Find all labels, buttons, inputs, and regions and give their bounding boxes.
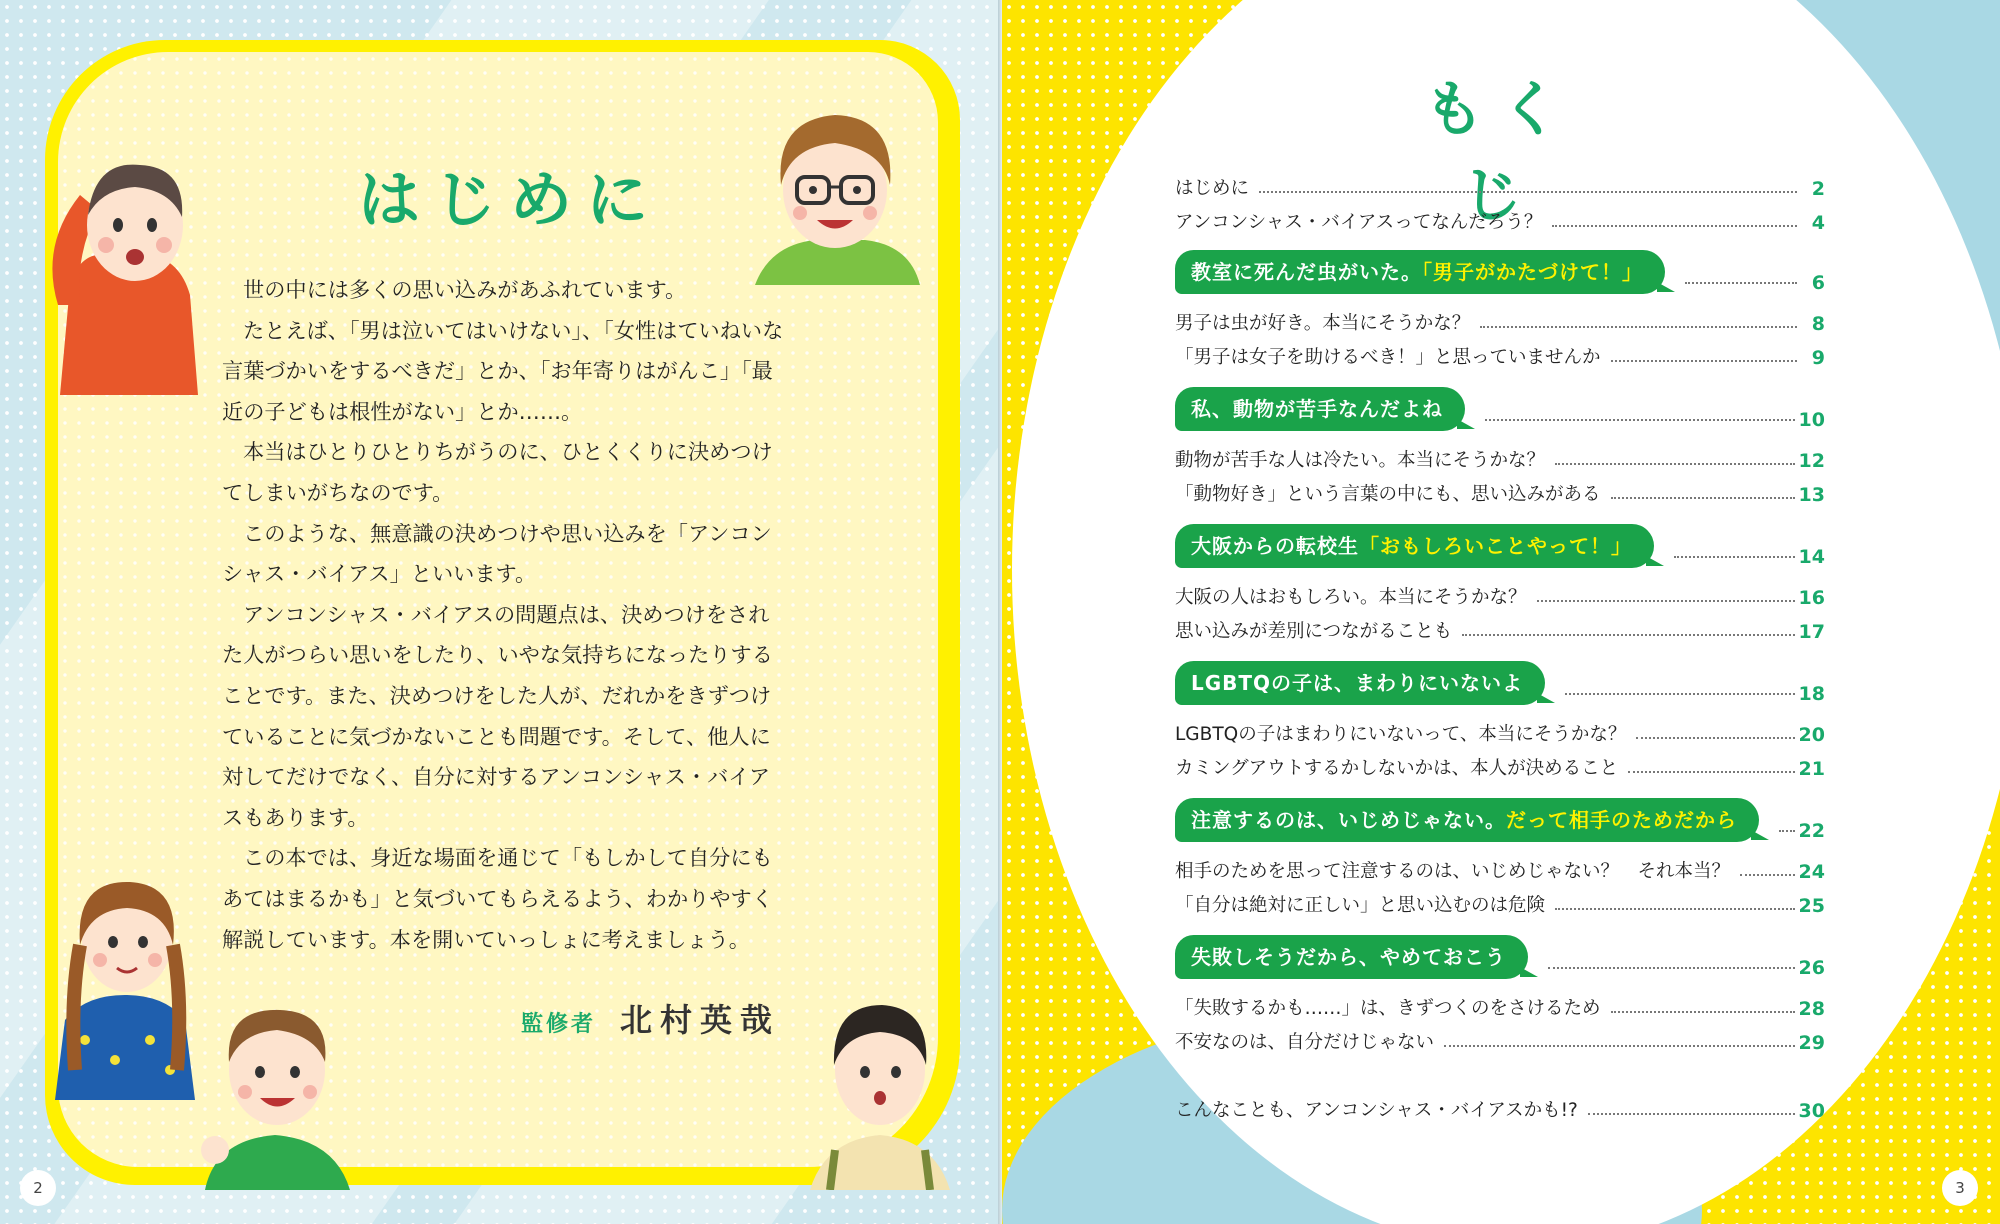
dot-leader — [1537, 600, 1795, 602]
toc-entry[interactable] — [1175, 476, 1825, 506]
toc-entry-title: 「男子は女子を助けるべき！」と思っていませんか — [1175, 347, 1601, 368]
chapter-banner — [1175, 387, 1465, 431]
dot-leader — [1555, 463, 1795, 465]
toc-page-number: 28 — [1798, 998, 1825, 1020]
toc-entry[interactable] — [1175, 339, 1825, 369]
toc-chapter[interactable] — [1175, 935, 1825, 979]
dot-leader — [1555, 908, 1795, 910]
toc-entry[interactable] — [1175, 204, 1825, 234]
toc-page-number: 21 — [1798, 758, 1825, 780]
toc-page-number: 2 — [1811, 178, 1825, 200]
toc-entry[interactable] — [1175, 305, 1825, 335]
toc-chapter[interactable] — [1175, 661, 1825, 705]
toc-entry[interactable] — [1175, 853, 1825, 883]
chapter-title: LGBTQの子は、まわりにいないよ — [1191, 671, 1524, 695]
toc-page-number: 18 — [1798, 683, 1825, 705]
toc-page-number: 17 — [1798, 621, 1825, 643]
intro-paragraph: たとえば、「男は泣いてはいけない」、「女性はていねいな言葉づかいをするべきだ」とか、「お年寄りはがんこ」「最近の子どもは根性がない」とか……。 — [222, 317, 784, 424]
dot-leader — [1611, 497, 1795, 499]
intro-paragraph: 世の中には多くの思い込みがあふれています。 — [243, 277, 687, 302]
chapter-banner — [1175, 524, 1654, 568]
toc-entry-title: 相手のためを思って注意するのは、いじめじゃない？ それ本当？ — [1175, 861, 1731, 882]
page-number-right: 3 — [1942, 1170, 1978, 1206]
dot-leader — [1565, 693, 1794, 695]
toc-entry[interactable] — [1175, 716, 1825, 746]
intro-paragraph: この本では、身近な場面を通じて「もしかして自分にもあてはまるかも」と気づいてもらえるよう、わかりやすく解説しています。本を開いていっしょに考えましょう。 — [222, 845, 773, 952]
toc-entry-title: 「失敗するかも……」は、きずつくのをさけるため — [1175, 998, 1601, 1019]
toc-page-number: 30 — [1798, 1100, 1825, 1122]
toc-entry-title: 不安なのは、自分だけじゃない — [1175, 1032, 1435, 1053]
dot-leader — [1628, 771, 1794, 773]
dot-leader — [1548, 967, 1795, 969]
intro-paragraph: このような、無意識の決めつけや思い込みを「アンコンシャス・バイアス」といいます。 — [222, 520, 772, 587]
toc-entry-title: こんなことも、アンコンシャス・バイアスかも!? — [1175, 1100, 1578, 1121]
toc-page-number: 25 — [1798, 895, 1825, 917]
toc-page-number: 16 — [1798, 587, 1825, 609]
toc-entry-title: 「自分は絶対に正しい」と思い込むのは危険 — [1175, 895, 1546, 916]
chapter-title: 教室に死んだ虫がいた。 — [1191, 260, 1422, 284]
boy-surprised-illustration — [810, 990, 950, 1190]
toc-page-number: 14 — [1798, 546, 1825, 568]
dot-leader — [1552, 225, 1797, 227]
chapter-title: 私、動物が苦手なんだよね — [1191, 397, 1443, 421]
toc-chapter[interactable] — [1175, 798, 1825, 842]
dot-leader — [1611, 360, 1797, 362]
toc-entry[interactable] — [1175, 750, 1825, 780]
toc-chapter[interactable] — [1175, 524, 1825, 568]
toc-page-number: 13 — [1798, 484, 1825, 506]
page-title: はじめに — [357, 163, 662, 236]
supervisor-label: 監修者 — [520, 1012, 596, 1037]
toc-entry-title: カミングアウトするかしないかは、本人が決めること — [1175, 758, 1619, 779]
toc-page-number: 6 — [1811, 272, 1825, 294]
dot-leader — [1685, 282, 1797, 284]
toc-entry[interactable] — [1175, 613, 1825, 643]
dot-leader — [1485, 419, 1795, 421]
toc-page-number: 29 — [1798, 1032, 1825, 1054]
toc-entry-title: はじめに — [1175, 178, 1250, 199]
intro-paragraph: 本当はひとりひとりちがうのに、ひとくくりに決めつけてしまいがちなのです。 — [222, 439, 773, 505]
toc-entry-title: 思い込みが差別につながることも — [1175, 621, 1453, 642]
dot-leader — [1779, 830, 1795, 832]
dot-leader — [1259, 191, 1797, 193]
dot-leader — [1588, 1113, 1795, 1115]
boy-cheering-illustration — [195, 1000, 355, 1190]
toc-entry-title: LGBTQの子はまわりにいないって、本当にそうかな？ — [1175, 724, 1627, 745]
toc-page-number: 22 — [1798, 820, 1825, 842]
toc-entry-title: 「動物好き」という言葉の中にも、思い込みがある — [1175, 484, 1601, 505]
toc-entry[interactable] — [1175, 990, 1825, 1020]
dot-leader — [1740, 874, 1795, 876]
chapter-banner — [1175, 250, 1665, 294]
toc-entry[interactable] — [1175, 170, 1825, 200]
chapter-title: 注意するのは、いじめじゃない。 — [1191, 808, 1506, 832]
page-number-left: 2 — [20, 1170, 56, 1206]
chapter-banner — [1175, 798, 1759, 842]
toc-entry-title: 男子は虫が好き。本当にそうかな？ — [1175, 313, 1471, 334]
dot-leader — [1611, 1011, 1795, 1013]
boy-with-glasses-illustration — [745, 95, 925, 285]
chapter-banner — [1175, 935, 1528, 979]
toc-page-number: 12 — [1798, 450, 1825, 472]
toc-page-number: 24 — [1798, 861, 1825, 883]
dot-leader — [1480, 326, 1797, 328]
intro-paragraph: アンコンシャス・バイアスの問題点は、決めつけをされた人がつらい思いをしたり、いやな気持ちになったりすることです。また、決めつけをした人が、だれかをきずつけていることに気づかないことも問題です。そして、他人に対してだけでなく、自分に対するアンコンシャス・バイアスもあります。 — [222, 601, 773, 830]
toc-entry[interactable] — [1175, 442, 1825, 472]
toc-page-number: 9 — [1811, 347, 1825, 369]
chapter-title-highlight: 「男子がかたづけて！」 — [1422, 260, 1643, 284]
dot-leader — [1462, 634, 1794, 636]
supervisor-name: 北村英哉 — [619, 1001, 780, 1039]
chapter-banner — [1175, 661, 1545, 705]
dot-leader — [1636, 737, 1794, 739]
toc-page-number: 8 — [1811, 313, 1825, 335]
toc-entry[interactable] — [1175, 1092, 1825, 1122]
chapter-title: 失敗しそうだから、やめておこう — [1191, 945, 1506, 969]
dot-leader — [1674, 556, 1795, 558]
toc-page-number: 10 — [1798, 409, 1825, 431]
toc-entry-title: 大阪の人はおもしろい。本当にそうかな？ — [1175, 587, 1527, 608]
toc-chapter[interactable] — [1175, 250, 1825, 294]
toc-chapter[interactable] — [1175, 387, 1825, 431]
chapter-title-highlight: 「おもしろいことやって！」 — [1359, 534, 1632, 558]
girl-with-braids-illustration — [55, 870, 195, 1100]
toc-page-number: 26 — [1798, 957, 1825, 979]
toc-page-number: 20 — [1798, 724, 1825, 746]
toc-title: もくじ — [1424, 75, 1576, 231]
toc-page-number: 4 — [1811, 212, 1825, 234]
dot-leader — [1444, 1045, 1795, 1047]
chapter-title: 大阪からの転校生 — [1191, 534, 1359, 558]
toc-entry[interactable] — [1175, 887, 1825, 917]
intro-body — [222, 270, 784, 960]
toc-entry-title: アンコンシャス・バイアスってなんだろう？ — [1175, 212, 1543, 233]
toc-entry[interactable] — [1175, 1024, 1825, 1054]
chapter-title-highlight: だって相手のためだから — [1506, 808, 1737, 832]
boy-illustration-top-left — [40, 155, 220, 395]
toc-entry[interactable] — [1175, 579, 1825, 609]
supervisor-credit — [520, 995, 780, 1041]
toc-entry-title: 動物が苦手な人は冷たい。本当にそうかな？ — [1175, 450, 1546, 471]
